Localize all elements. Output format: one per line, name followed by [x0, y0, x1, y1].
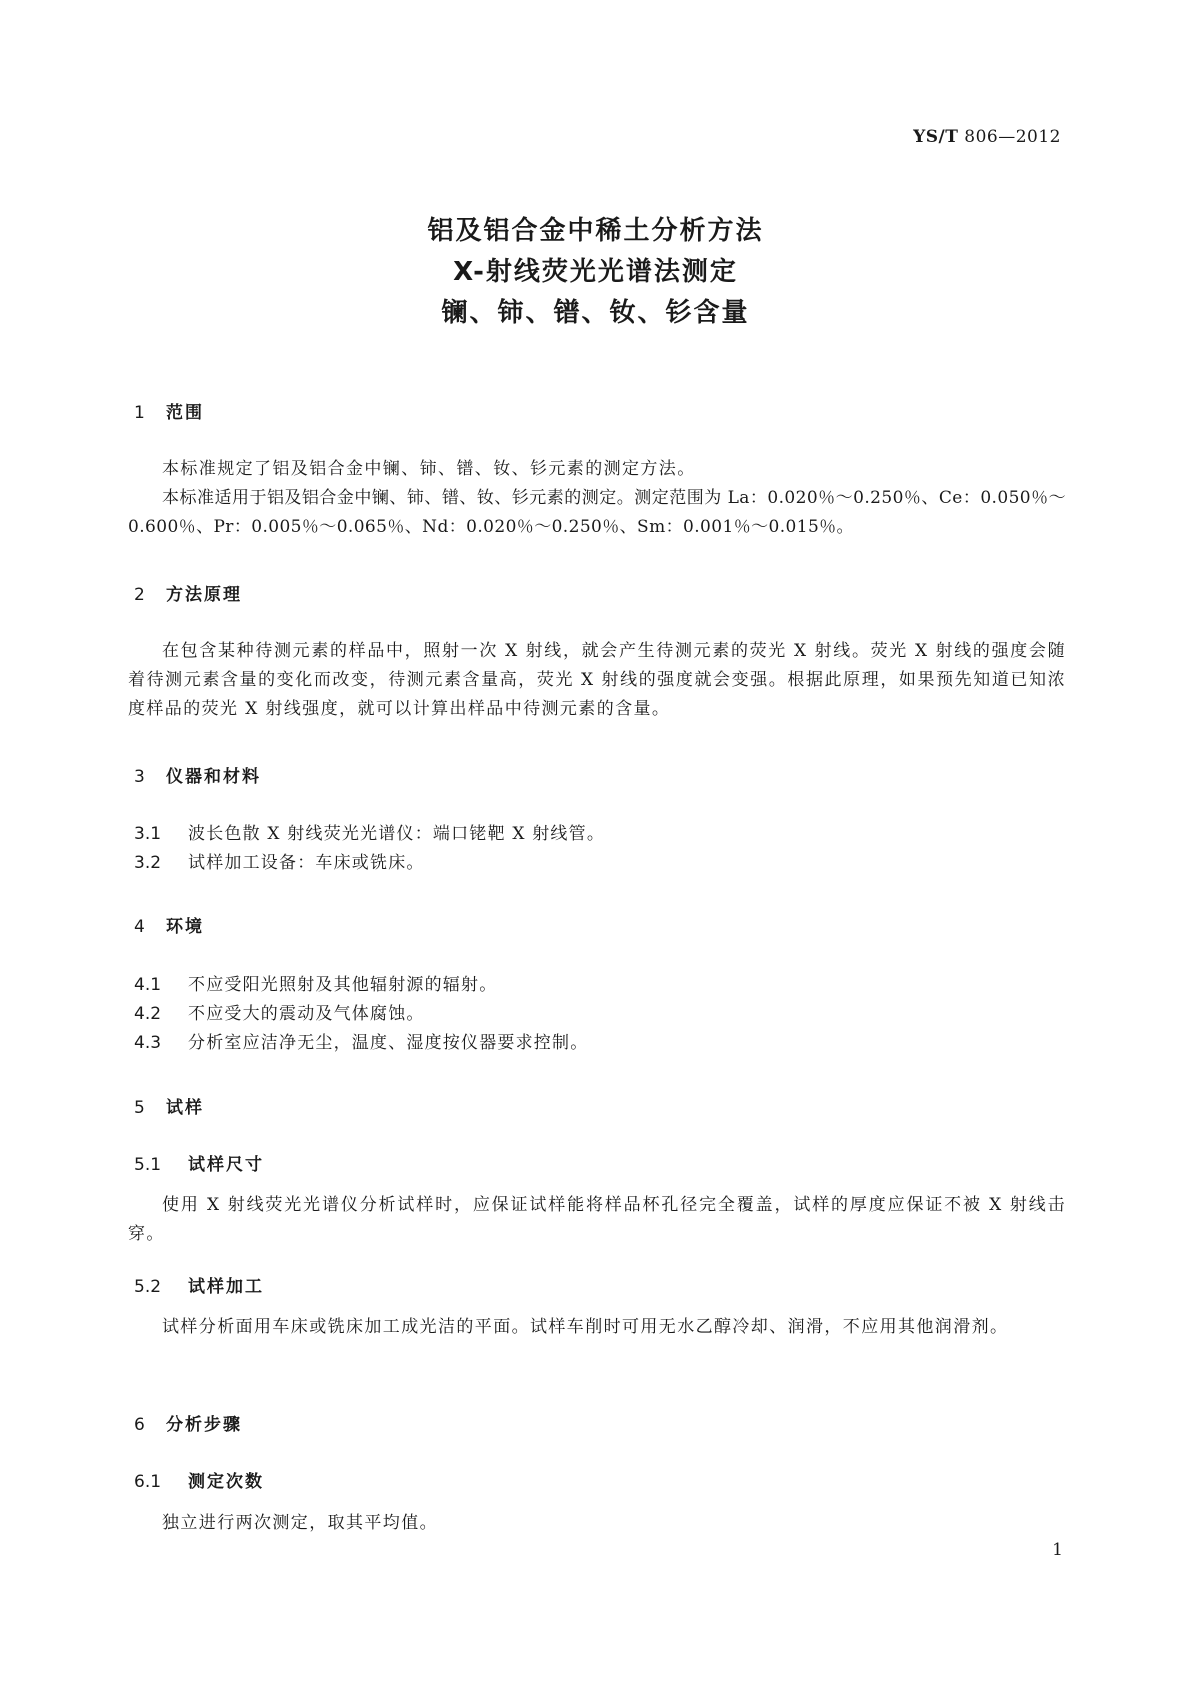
subsection-label: 试样尺寸 [188, 1155, 264, 1175]
standard-number: 806—2012 [964, 127, 1061, 147]
section-label: 分析步骤 [166, 1415, 242, 1435]
section-number: 3 [134, 767, 145, 787]
standard-prefix: YS/T [913, 127, 959, 147]
section-1-paragraph-1: 本标准规定了铝及铝合金中镧、铈、镨、钕、钐元素的测定方法。 [162, 459, 696, 479]
item-text: 不应受大的震动及气体腐蚀。 [188, 1004, 425, 1024]
section-label: 范围 [166, 403, 204, 423]
section-6-heading [134, 1410, 242, 1435]
item-text: 试样加工设备：车床或铣床。 [188, 853, 425, 873]
section-number: 5 [134, 1098, 145, 1118]
section-5-heading [134, 1093, 204, 1118]
page-number: 1 [1052, 1540, 1063, 1560]
section-4-heading [134, 912, 204, 937]
item-text: 不应受阳光照射及其他辐射源的辐射。 [188, 975, 498, 995]
item-text: 波长色散 X 射线荧光光谱仪：端口铑靶 X 射线管。 [188, 824, 606, 844]
item-number: 4.2 [134, 1004, 162, 1024]
item-3-2 [134, 848, 425, 873]
subsection-5-1-heading [134, 1150, 264, 1175]
section-1-paragraph-2: 本标准适用于铝及铝合金中镧、铈、镨、钕、钐元素的测定。测定范围为 La：0.020％～0.250％、Ce：0.050％～0.600％、Pr：0.005％～0.065％、Nd：0.020％～0.250％、Sm：0.001％～0.015％。 [128, 488, 1066, 537]
item-4-1 [134, 970, 497, 995]
section-label: 仪器和材料 [166, 767, 261, 787]
subsection-5-2-paragraph: 试样分析面用车床或铣床加工成光洁的平面。试样车削时可用无水乙醇冷却、润滑，不应用其他润滑剂。 [162, 1317, 1009, 1337]
item-number: 3.2 [134, 853, 162, 873]
subsection-number: 5.1 [134, 1155, 162, 1175]
subsection-5-1-paragraph: 使用 X 射线荧光光谱仪分析试样时，应保证试样能将样品杯孔径完全覆盖，试样的厚度应保证不被 X 射线击穿。 [128, 1195, 1066, 1244]
section-2-paragraph: 在包含某种待测元素的样品中，照射一次 X 射线，就会产生待测元素的荧光 X 射线。荧光 X 射线的强度会随着待测元素含量的变化而改变，待测元素含量高，荧光 X 射线的强度就会变强。根据此原理，如果预先知道已知浓度样品的荧光 X 射线强度，就可以计算出样品中待测元素的含量。 [128, 641, 1066, 719]
section-label: 方法原理 [166, 585, 242, 605]
standard-code [913, 127, 1061, 147]
title-line-2: X-射线荧光光谱法测定 [453, 257, 738, 287]
item-number: 4.3 [134, 1033, 162, 1053]
section-label: 试样 [166, 1098, 204, 1118]
item-number: 3.1 [134, 824, 162, 844]
section-3-heading [134, 762, 261, 787]
item-number: 4.1 [134, 975, 162, 995]
section-1-heading [134, 398, 204, 423]
item-3-1 [134, 819, 605, 844]
item-4-2 [134, 999, 425, 1024]
section-number: 1 [134, 403, 145, 423]
title-line-1: 铝及铝合金中稀土分析方法 [427, 216, 764, 246]
subsection-label: 测定次数 [188, 1472, 264, 1492]
item-text: 分析室应洁净无尘，温度、湿度按仪器要求控制。 [188, 1033, 589, 1053]
section-number: 4 [134, 917, 145, 937]
subsection-6-1-heading [134, 1467, 264, 1492]
item-4-3 [134, 1028, 588, 1053]
subsection-label: 试样加工 [188, 1277, 264, 1297]
subsection-number: 5.2 [134, 1277, 162, 1297]
title-line-3: 镧、铈、镨、钕、钐含量 [441, 298, 750, 328]
section-number: 6 [134, 1415, 145, 1435]
subsection-6-1-paragraph: 独立进行两次测定，取其平均值。 [162, 1513, 438, 1533]
subsection-number: 6.1 [134, 1472, 162, 1492]
subsection-5-2-heading [134, 1272, 264, 1297]
section-number: 2 [134, 585, 145, 605]
section-label: 环境 [166, 917, 204, 937]
section-2-heading [134, 580, 242, 605]
